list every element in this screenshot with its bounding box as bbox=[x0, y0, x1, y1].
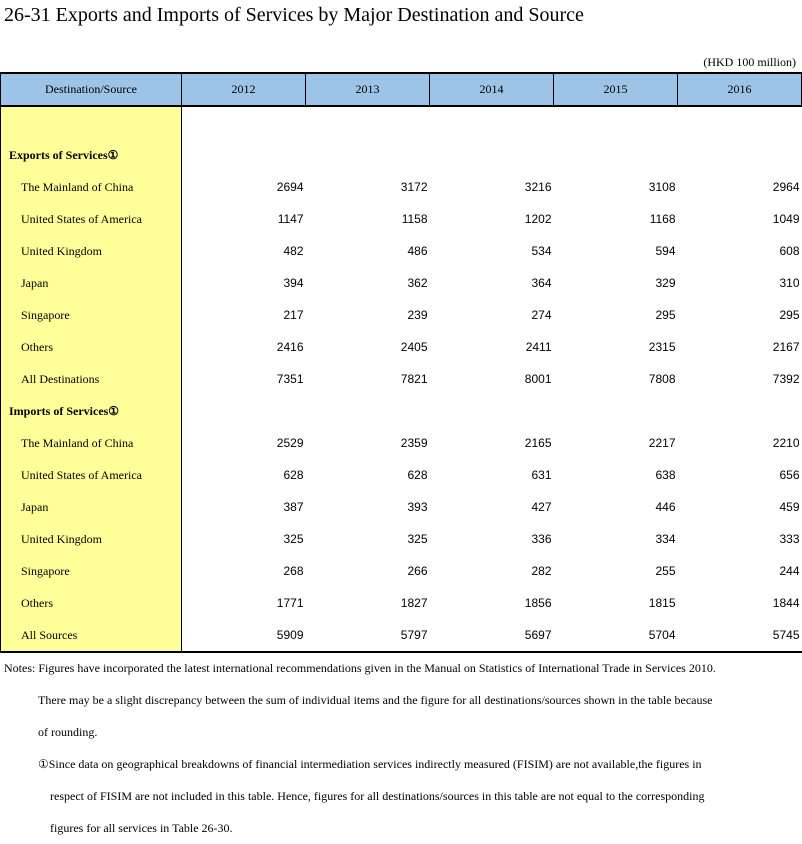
value-cell: 274 bbox=[531, 308, 552, 322]
table-row bbox=[1, 619, 802, 652]
value-cell: 387 bbox=[283, 500, 304, 514]
table-body bbox=[1, 106, 802, 652]
header-year: 2016 bbox=[678, 73, 802, 106]
value-cell: 325 bbox=[407, 532, 428, 546]
value-cell: 5697 bbox=[430, 619, 554, 652]
empty-cell bbox=[554, 395, 678, 427]
row-label: All Sources bbox=[1, 619, 182, 652]
value-cell: 1168 bbox=[649, 212, 676, 226]
value-cell: 2416 bbox=[276, 340, 304, 354]
value-cell: 393 bbox=[407, 500, 428, 514]
value-cell: 244 bbox=[779, 564, 800, 578]
table-row bbox=[1, 267, 802, 299]
spacer-row bbox=[1, 106, 802, 139]
table-row bbox=[1, 299, 802, 331]
row-label: Singapore bbox=[1, 299, 182, 331]
value-cell: 268 bbox=[283, 564, 304, 578]
empty-cell bbox=[182, 395, 306, 427]
value-cell: 217 bbox=[283, 308, 304, 322]
value-cell: 239 bbox=[407, 308, 428, 322]
value-cell: 282 bbox=[531, 564, 552, 578]
value-cell: 362 bbox=[407, 276, 428, 290]
value-cell: 638 bbox=[655, 468, 676, 482]
value-cell: 3108 bbox=[648, 180, 676, 194]
value-cell: 266 bbox=[407, 564, 428, 578]
value-cell: 427 bbox=[531, 500, 552, 514]
value-cell: 329 bbox=[655, 276, 676, 290]
value-cell: 7821 bbox=[400, 372, 428, 386]
value-cell: 594 bbox=[655, 244, 676, 258]
value-cell: 1815 bbox=[648, 596, 676, 610]
row-label: United States of America bbox=[1, 459, 182, 491]
value-cell: 325 bbox=[283, 532, 304, 546]
row-label: Others bbox=[1, 587, 182, 619]
value-cell: 608 bbox=[779, 244, 800, 258]
table-row bbox=[1, 587, 802, 619]
value-cell: 394 bbox=[283, 276, 304, 290]
header-year: 2012 bbox=[182, 73, 306, 106]
value-cell: 1202 bbox=[524, 212, 552, 226]
value-cell: 656 bbox=[779, 468, 800, 482]
header-year: 2013 bbox=[306, 73, 430, 106]
table-row bbox=[1, 491, 802, 523]
value-cell: 2411 bbox=[525, 340, 552, 354]
value-cell: 2210 bbox=[772, 436, 800, 450]
value-cell: 628 bbox=[283, 468, 304, 482]
value-cell: 336 bbox=[531, 532, 552, 546]
row-label: United States of America bbox=[1, 203, 182, 235]
value-cell: 2315 bbox=[648, 340, 676, 354]
empty-cell bbox=[554, 139, 678, 171]
value-cell: 3216 bbox=[524, 180, 552, 194]
empty-cell bbox=[678, 139, 802, 171]
note-line: respect of FISIM are not included in this table. Hence, figures for all destinations/sources in this table are not equal to the corresponding bbox=[50, 789, 705, 803]
row-label: Japan bbox=[1, 491, 182, 523]
value-cell: 446 bbox=[655, 500, 676, 514]
value-cell: 334 bbox=[655, 532, 676, 546]
value-cell: 1147 bbox=[277, 212, 304, 226]
row-label: Singapore bbox=[1, 555, 182, 587]
value-cell: 3172 bbox=[400, 180, 428, 194]
value-cell: 628 bbox=[407, 468, 428, 482]
row-label: The Mainland of China bbox=[1, 171, 182, 203]
value-cell: 7808 bbox=[648, 372, 676, 386]
value-cell: 2359 bbox=[400, 436, 428, 450]
note-line: Notes: Figures have incorporated the latest international recommendations given in the Manual on Statistics of International Trade in Services 2010. bbox=[4, 661, 716, 675]
value-cell: 255 bbox=[655, 564, 676, 578]
empty-cell bbox=[678, 395, 802, 427]
table-row bbox=[1, 363, 802, 395]
value-cell: 295 bbox=[655, 308, 676, 322]
value-cell: 7392 bbox=[772, 372, 800, 386]
header-year: 2014 bbox=[430, 73, 554, 106]
value-cell: 2167 bbox=[772, 340, 800, 354]
header-row bbox=[1, 73, 802, 106]
value-cell: 1771 bbox=[276, 596, 304, 610]
services-table bbox=[0, 72, 802, 653]
value-cell: 1158 bbox=[401, 212, 428, 226]
value-cell: 310 bbox=[779, 276, 800, 290]
value-cell: 2405 bbox=[400, 340, 428, 354]
spacer-cell bbox=[1, 106, 182, 139]
row-label: All Destinations bbox=[1, 363, 182, 395]
header-year: 2015 bbox=[554, 73, 678, 106]
table-row bbox=[1, 523, 802, 555]
table-row bbox=[1, 555, 802, 587]
value-cell: 534 bbox=[531, 244, 552, 258]
value-cell: 333 bbox=[779, 532, 800, 546]
value-cell: 631 bbox=[531, 468, 552, 482]
spacer-cell bbox=[678, 106, 802, 139]
empty-cell bbox=[306, 395, 430, 427]
value-cell: 2529 bbox=[276, 436, 304, 450]
value-cell: 295 bbox=[779, 308, 800, 322]
value-cell: 5797 bbox=[306, 619, 430, 652]
table-row bbox=[1, 331, 802, 363]
note-line: of rounding. bbox=[38, 725, 98, 739]
value-cell: 1049 bbox=[772, 212, 800, 226]
note-line: figures for all services in Table 26-30. bbox=[50, 821, 233, 835]
value-cell: 2165 bbox=[524, 436, 552, 450]
value-cell: 482 bbox=[283, 244, 304, 258]
value-cell: 1856 bbox=[524, 596, 552, 610]
value-cell: 486 bbox=[407, 244, 428, 258]
spacer-cell bbox=[306, 106, 430, 139]
section-row bbox=[1, 395, 802, 427]
empty-cell bbox=[430, 395, 554, 427]
value-cell: 2964 bbox=[772, 180, 800, 194]
unit-label: (HKD 100 million) bbox=[703, 55, 796, 69]
header-destination-source: Destination/Source bbox=[1, 73, 182, 106]
row-label: The Mainland of China bbox=[1, 427, 182, 459]
spacer-cell bbox=[430, 106, 554, 139]
row-label: Others bbox=[1, 331, 182, 363]
page-title: 26-31 Exports and Imports of Services by Major Destination and Source bbox=[4, 4, 584, 26]
note-footnote: ①Since data on geographical breakdowns of financial intermediation services indirectly measured (FISIM) are not available,the figures in bbox=[38, 757, 702, 771]
spacer-cell bbox=[554, 106, 678, 139]
section-row bbox=[1, 139, 802, 171]
value-cell: 5909 bbox=[182, 619, 306, 652]
value-cell: 2694 bbox=[276, 180, 304, 194]
value-cell: 2217 bbox=[648, 436, 676, 450]
notes bbox=[4, 652, 800, 844]
empty-cell bbox=[430, 139, 554, 171]
empty-cell bbox=[306, 139, 430, 171]
row-label: United Kingdom bbox=[1, 523, 182, 555]
value-cell: 8001 bbox=[524, 372, 552, 386]
table-row bbox=[1, 235, 802, 267]
section-label: Imports of Services① bbox=[1, 395, 182, 427]
table-row bbox=[1, 203, 802, 235]
value-cell: 5745 bbox=[678, 619, 802, 652]
row-label: Japan bbox=[1, 267, 182, 299]
table-row bbox=[1, 171, 802, 203]
table-row bbox=[1, 459, 802, 491]
spacer-cell bbox=[182, 106, 306, 139]
value-cell: 459 bbox=[779, 500, 800, 514]
value-cell: 1844 bbox=[772, 596, 800, 610]
section-label: Exports of Services① bbox=[1, 139, 182, 171]
value-cell: 7351 bbox=[276, 372, 304, 386]
value-cell: 364 bbox=[531, 276, 552, 290]
value-cell: 1827 bbox=[400, 596, 428, 610]
empty-cell bbox=[182, 139, 306, 171]
note-line: There may be a slight discrepancy between the sum of individual items and the figure for all destinations/sources shown in the table because bbox=[38, 693, 713, 707]
table-row bbox=[1, 427, 802, 459]
row-label: United Kingdom bbox=[1, 235, 182, 267]
value-cell: 5704 bbox=[554, 619, 678, 652]
